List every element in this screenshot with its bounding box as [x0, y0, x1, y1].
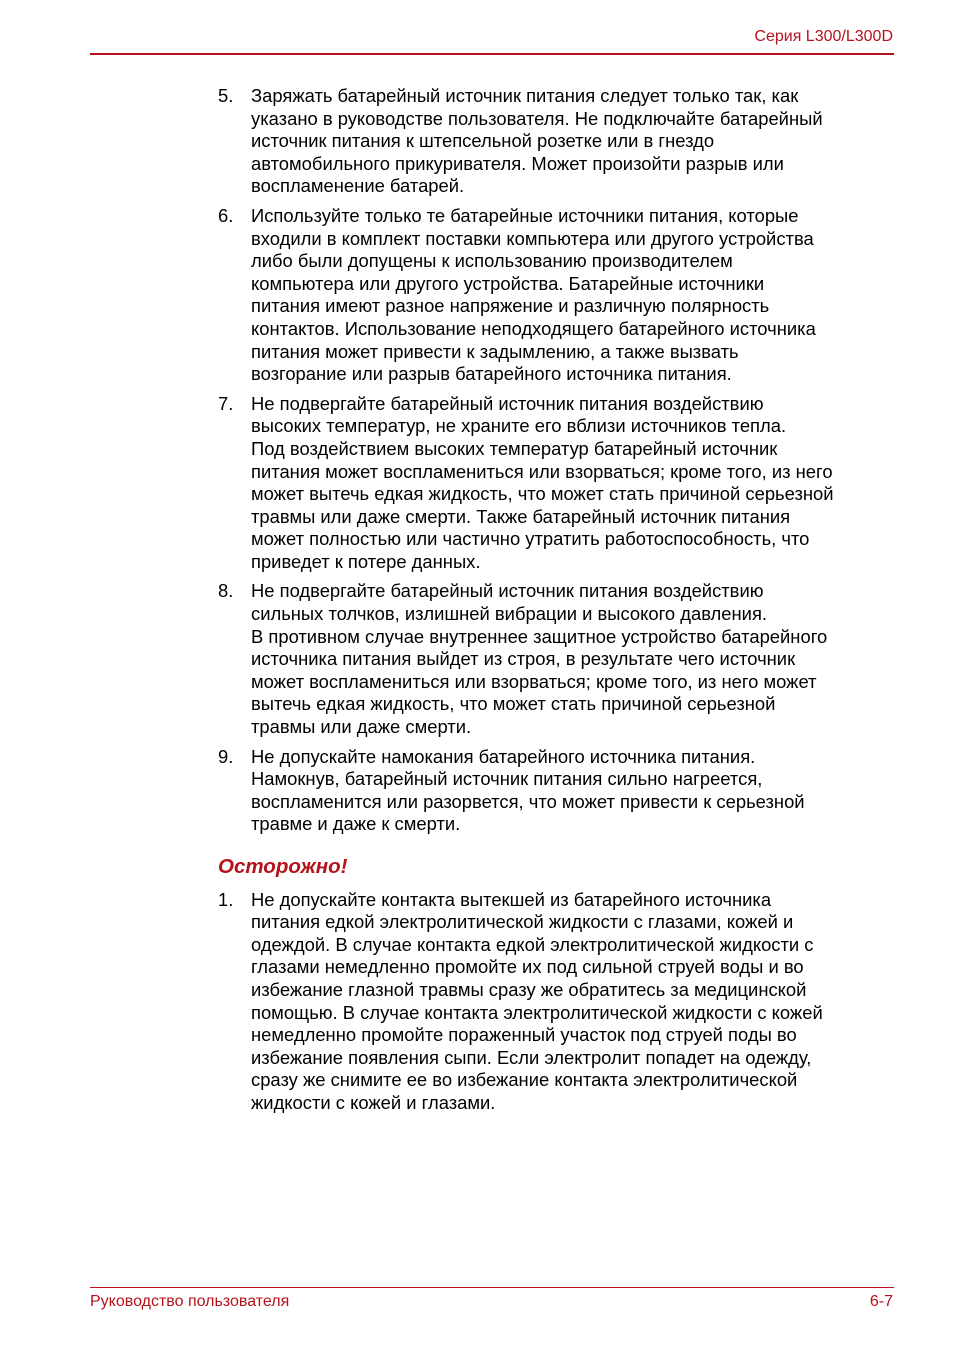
footer-divider [90, 1287, 894, 1288]
header-divider [90, 53, 894, 55]
footer-manual-title: Руководство пользователя [90, 1293, 290, 1310]
list-item-line: автомобильного прикуривателя. Может произойти разрыв или [251, 152, 784, 174]
list-item-line: В противном случае внутреннее защитное устройство батарейного [251, 625, 828, 647]
list-item-line: помощью. В случае контакта электролитической жидкости с кожей [251, 1001, 823, 1023]
list-item-line: контактов. Использование неподходящего батарейного источника [251, 317, 816, 339]
list-item-number: 8. [218, 580, 234, 602]
list-item-line: либо были допущены к использованию производителем [251, 250, 733, 272]
list-item-line: питания может привести к задымлению, а также вызвать [251, 340, 739, 362]
list-item-line: указано в руководстве пользователя. Не подключайте батарейный [251, 107, 823, 129]
safety-list [218, 85, 898, 836]
list-item-line: глазами немедленно промойте их под сильной струей воды и во [251, 956, 804, 978]
list-item-line: может полностью или частично утратить работоспособность, что [251, 528, 810, 550]
list-item-line: вытечь едкая жидкость, что может стать причиной серьезной [251, 693, 776, 715]
list-item-line: питания может воспламениться или взорваться; кроме того, из него [251, 460, 833, 482]
list-item-line: избежание глазной травмы сразу же обратитесь за медицинской [251, 978, 807, 1000]
list-item-line: травмы или даже смерти. Также батарейный источник питания [251, 505, 791, 527]
list-item [218, 580, 898, 738]
list-item [218, 889, 898, 1115]
list-item-line: избежание появления сыпи. Если электролит попадет на одежду, [251, 1046, 812, 1068]
caution-heading: Осторожно! [218, 855, 348, 878]
list-item-line: Не подвергайте батарейный источник питания воздействию [251, 580, 764, 602]
page-number: 6-7 [869, 1293, 893, 1310]
list-item-line: жидкости с кожей и глазами. [251, 1091, 496, 1113]
list-item-line: может воспламениться или взорваться; кроме того, из него может [251, 670, 817, 692]
list-item-line: травме и даже к смерти. [251, 813, 461, 835]
list-item-line: Используйте только те батарейные источники питания, которые [251, 204, 799, 226]
list-item-line: воспламенение батарей. [251, 175, 465, 197]
list-item-line: возгорание или разрыв батарейного источника питания. [251, 363, 732, 385]
list-item-line: может вытечь едкая жидкость, что может стать причиной серьезной [251, 483, 834, 505]
list-item-line: травмы или даже смерти. [251, 716, 472, 738]
list-item-number: 9. [218, 745, 234, 767]
list-item-line: питания едкой электролитической жидкости с глазами, кожей и [251, 911, 794, 933]
list-item-line: сразу же снимите ее во избежание контакта электролитической [251, 1069, 798, 1091]
list-item-line: входили в комплект поставки компьютера или другого устройства [251, 227, 814, 249]
list-item-line: немедленно промойте пораженный участок под струей поды во [251, 1024, 797, 1046]
list-item [218, 746, 898, 836]
list-item-number: 7. [218, 392, 234, 414]
list-item-line: Под воздействием высоких температур батарейный источник [251, 437, 778, 459]
header-series-title: Серия L300/L300D [754, 28, 893, 45]
list-item [218, 205, 898, 386]
list-item-line: воспламенится или разорвется, что может привести к серьезной [251, 790, 805, 812]
list-item-line: Не допускайте контакта вытекшей из батарейного источника [251, 888, 772, 910]
list-item-number: 6. [218, 204, 234, 226]
page-content [218, 85, 898, 1122]
list-item-line: питания имеют разное напряжение и различную полярность [251, 295, 770, 317]
list-item-line: Не допускайте намокания батарейного источника питания. [251, 745, 756, 767]
list-item-line: приведет к потере данных. [251, 550, 481, 572]
list-item-line: Заряжать батарейный источник питания следует только так, как [251, 85, 799, 106]
list-item-line: источник питания к штепсельной розетке или в гнездо [251, 130, 715, 152]
list-item-line: компьютера или другого устройства. Батарейные источники [251, 272, 765, 294]
list-item-number: 5. [218, 85, 234, 106]
list-item-line: источника питания выйдет из строя, в результате чего источник [251, 648, 796, 670]
list-item [218, 85, 898, 198]
list-item-number: 1. [218, 888, 234, 910]
list-item-line: одеждой. В случае контакта едкой электролитической жидкости с [251, 933, 814, 955]
list-item-line: Намокнув, батарейный источник питания сильно нагреется, [251, 768, 763, 790]
caution-list [218, 889, 898, 1115]
list-item [218, 393, 898, 574]
list-item-line: сильных толчков, излишней вибрации и высокого давления. [251, 603, 768, 625]
list-item-line: Не подвергайте батарейный источник питания воздействию [251, 392, 764, 414]
list-item-line: высоких температур, не храните его вблизи источников тепла. [251, 415, 787, 437]
